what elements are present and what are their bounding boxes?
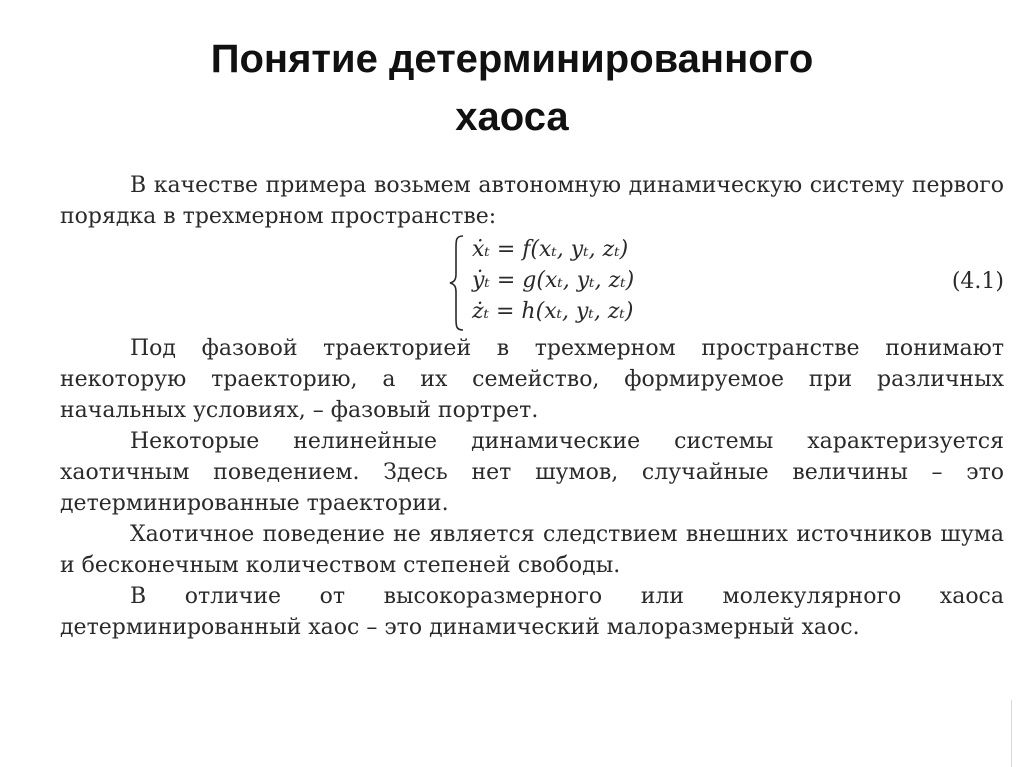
slide-title-line-2: хаоса xyxy=(455,95,569,139)
paragraph-chaotic-behavior: Хаотичное поведение не является следствием внешних источников шума и бесконечным количеством степеней свободы. xyxy=(60,522,1004,578)
paragraph-nonlinear-systems: Некоторые нелинейные динамические системы характеризуется хаотичным поведением. Здесь нет шумов, случайные величины – это детерминированные траектории. xyxy=(60,429,1004,516)
equation-number: (4.1) xyxy=(951,269,1004,294)
scanned-text-block xyxy=(60,170,1004,643)
intro-paragraph: В качестве примера возьмем автономную динамическую систему первого порядка в трехмерном пространстве: xyxy=(60,173,1004,229)
equation-z: żₜ = h(xₜ, yₜ, zₜ) xyxy=(472,299,634,324)
paragraph-phase-trajectory: Под фазовой траекторией в трехмерном пространстве понимают некоторую траекторию, а их семейство, формируемое при различных начальных условиях, – фазовый портрет. xyxy=(60,336,1004,423)
slide-title xyxy=(0,30,1024,146)
equation-system xyxy=(60,234,1004,332)
equation-x: ẋₜ = f(xₜ, yₜ, zₜ) xyxy=(472,237,629,262)
paragraph-deterministic-chaos: В отличие от высокоразмерного или молекулярного хаоса детерминированный хаос – это динамический малоразмерный хаос. xyxy=(60,584,1004,640)
equations xyxy=(472,234,634,327)
equation-y: ẏₜ = g(xₜ, yₜ, zₜ) xyxy=(472,268,635,293)
left-brace-icon xyxy=(448,234,466,332)
scan-frame-edge xyxy=(1011,700,1024,767)
slide-title-line-1: Понятие детерминированного xyxy=(210,37,814,81)
